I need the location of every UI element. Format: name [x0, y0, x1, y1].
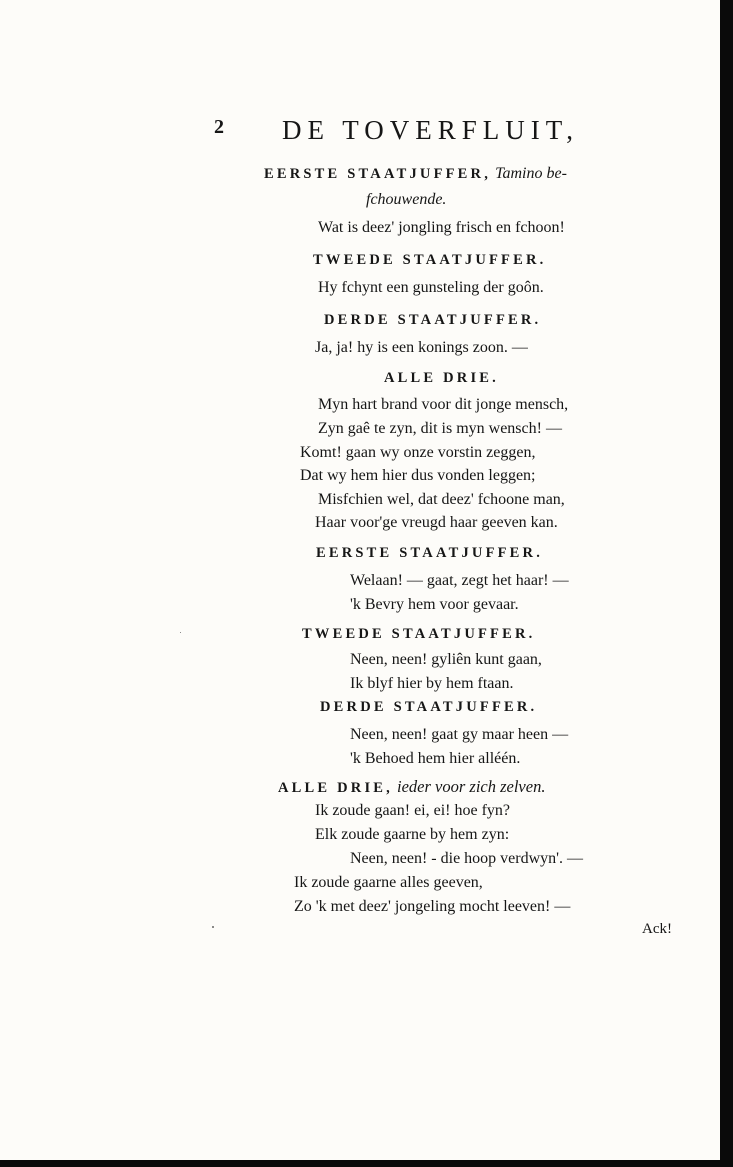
verse-line: Zo 'k met deez' jongeling mocht leeven! — — [294, 898, 571, 915]
verse-line: Neen, neen! - die hoop verdwyn'. — — [350, 850, 584, 867]
verse-line: Ja, ja! hy is een konings zoon. — — [315, 339, 528, 356]
speaker-name: EERSTE STAATJUFFER. — [316, 545, 544, 561]
verse-line: Haar voor'ge vreugd haar geeven kan. — [315, 514, 558, 531]
speaker-name: DERDE STAATJUFFER. — [324, 312, 542, 328]
verse-line: Ik zoude gaarne alles geeven, — [294, 874, 483, 891]
speaker-line — [264, 164, 567, 184]
catchword: Ack! — [642, 921, 672, 937]
verse-line: Komt! gaan wy onze vorstin zeggen, — [300, 444, 536, 461]
stage-direction-continued: fchouwende. — [366, 191, 447, 208]
scan-edge-right — [720, 0, 733, 1167]
verse-line: Myn hart brand voor dit jonge mensch, — [318, 396, 569, 413]
verse-line: Hy fchynt een gunsteling der goôn. — [318, 279, 544, 296]
verse-line: Dat wy hem hier dus vonden leggen; — [300, 467, 536, 484]
scan-edge-bottom — [0, 1160, 733, 1167]
verse-line: Elk zoude gaarne by hem zyn: — [315, 826, 510, 843]
page-number: 2 — [214, 116, 224, 138]
verse-line: Zyn gaê te zyn, dit is myn wensch! — — [318, 420, 562, 437]
verse-line: Misfchien wel, dat deez' fchoone man, — [318, 491, 565, 508]
verse-line: Neen, neen! gaat gy maar heen — — [350, 726, 569, 743]
verse-line: 'k Behoed hem hier alléén. — [350, 750, 521, 767]
verse-line: Ik zoude gaan! ei, ei! hoe fyn? — [315, 802, 511, 819]
speaker-line — [278, 777, 545, 798]
verse-line: 'k Bevry hem voor gevaar. — [350, 596, 519, 613]
stage-direction: ieder voor zich zelven. — [397, 777, 546, 796]
paper-speck — [180, 632, 181, 633]
verse-line: Welaan! — gaat, zegt het haar! — — [350, 572, 569, 589]
speaker-name: TWEEDE STAATJUFFER. — [302, 626, 536, 642]
verse-line: Ik blyf hier by hem ftaan. — [350, 675, 514, 692]
speaker-name: DERDE STAATJUFFER. — [320, 699, 538, 715]
stage-direction: Tamino be- — [495, 165, 567, 182]
verse-line: Neen, neen! gyliên kunt gaan, — [350, 651, 542, 668]
speaker-name: ALLE DRIE. — [384, 370, 499, 386]
paper-speck — [212, 926, 214, 928]
running-title: DE TOVERFLUIT, — [282, 115, 579, 145]
speaker-name: ALLE DRIE, — [278, 780, 393, 796]
speaker-name: EERSTE STAATJUFFER, — [264, 166, 492, 182]
verse-line: Wat is deez' jongling frisch en fchoon! — [318, 219, 565, 236]
speaker-name: TWEEDE STAATJUFFER. — [313, 252, 547, 268]
